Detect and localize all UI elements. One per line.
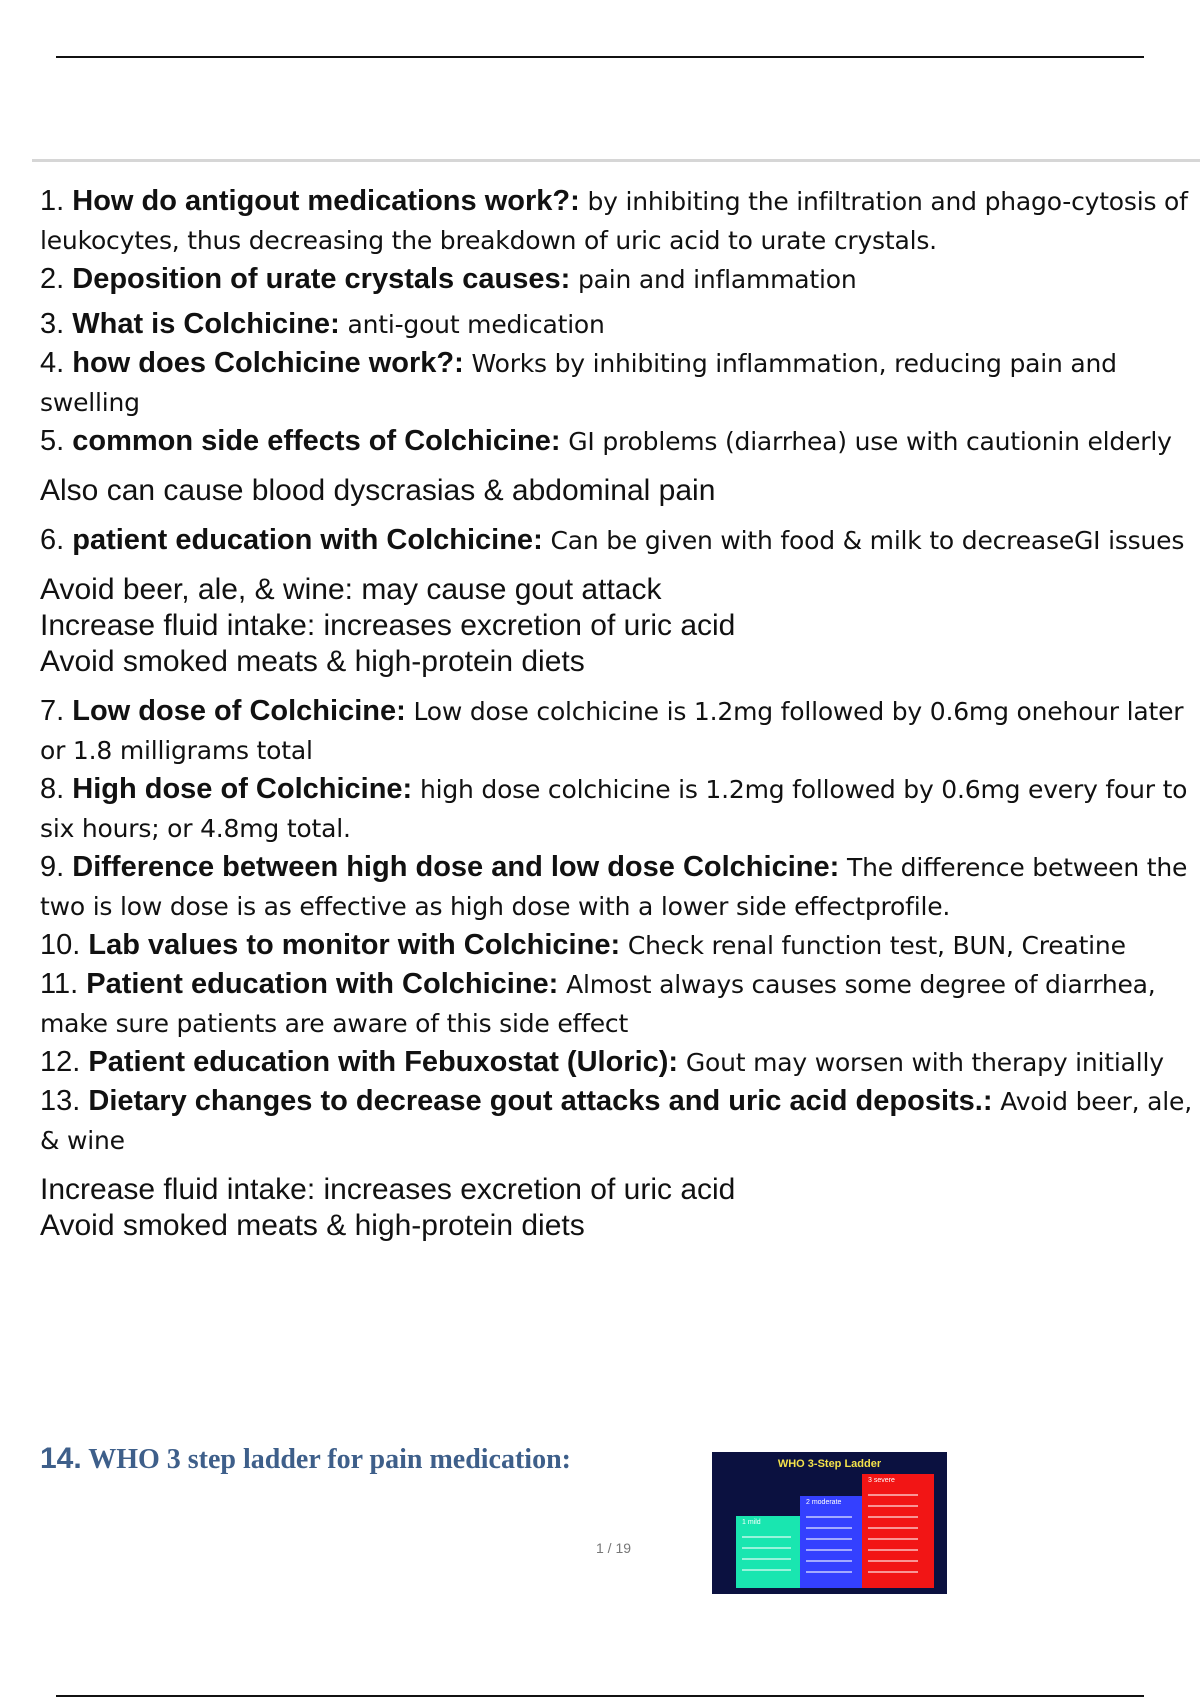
qa-item-11: 11. Patient education with Colchicine: Almost always causes some degree of diarrhea, make sure patients are aware of this side effect (40, 968, 1156, 1038)
qa-item-10: 10. Lab values to monitor with Colchicine: Check renal function test, BUN, Creatine (40, 929, 1126, 961)
question: WHO 3 step ladder for pain medication: (88, 1444, 571, 1475)
question: common side effects of Colchicine: (72, 425, 561, 457)
answer: Gout may worsen with therapy initially (678, 1048, 1164, 1077)
question: How do antigout medications work?: (72, 185, 580, 217)
qa-item-2: 2. Deposition of urate crystals causes: pain and inflammation (40, 263, 857, 295)
top-rule (56, 56, 1144, 58)
question: Dietary changes to decrease gout attacks and uric acid deposits.: (88, 1085, 993, 1117)
question: Patient education with Colchicine: (86, 968, 559, 1000)
ladder-title: WHO 3-Step Ladder (777, 1458, 882, 1470)
answer: GI problems (diarrhea) use with cautionin elderly (560, 427, 1172, 456)
question: Deposition of urate crystals causes: (72, 263, 571, 295)
answer: Avoid beer, ale, & wine (40, 1087, 1192, 1155)
question: Difference between high dose and low dose Colchicine: (72, 851, 840, 883)
page-number: 1 / 19 (596, 1540, 632, 1556)
question: High dose of Colchicine: (72, 773, 413, 805)
note-line: Avoid smoked meats & high-protein diets (40, 645, 585, 678)
answer: anti-gout medication (339, 310, 605, 339)
question: Low dose of Colchicine: (72, 695, 406, 727)
qa-item-14: 14. WHO 3 step ladder for pain medication: (40, 1442, 571, 1475)
question: What is Colchicine: (72, 308, 340, 340)
document-body (40, 182, 1200, 1244)
note-line: Also can cause blood dyscrasias & abdominal pain (40, 474, 716, 507)
qa-item-7: 7. Low dose of Colchicine: Low dose colchicine is 1.2mg followed by 0.6mg onehour later or 1.8 milligrams total (40, 695, 1184, 765)
answer: Low dose colchicine is 1.2mg followed by 0.6mg onehour later or 1.8 milligrams total (40, 697, 1184, 765)
qa-item-12: 12. Patient education with Febuxostat (Uloric): Gout may worsen with therapy initially (40, 1046, 1164, 1078)
qa-item-5: 5. common side effects of Colchicine: GI problems (diarrhea) use with cautionin elderly (40, 425, 1172, 457)
question: Patient education with Febuxostat (Uloric): (88, 1046, 679, 1078)
question: Lab values to monitor with Colchicine: (88, 929, 621, 961)
answer: The difference between the two is low dose is as effective as high dose with a lower side effectprofile. (40, 853, 1188, 921)
qa-item-4: 4. how does Colchicine work?: Works by inhibiting inflammation, reducing pain and swelling (40, 347, 1117, 417)
ladder-step-2: 2 moderate (800, 1496, 866, 1588)
note-line: Increase fluid intake: increases excretion of uric acid (40, 1173, 736, 1206)
qa-item-13: 13. Dietary changes to decrease gout attacks and uric acid deposits.: Avoid beer, ale, & wine (40, 1085, 1192, 1155)
qa-item-6: 6. patient education with Colchicine: Can be given with food & milk to decreaseGI issues (40, 524, 1185, 556)
qa-item-3: 3. What is Colchicine: anti-gout medication (40, 308, 605, 340)
ladder-step-3: 3 severe (862, 1474, 934, 1588)
answer: Can be given with food & milk to decreaseGI issues (542, 526, 1185, 555)
note-line: Avoid smoked meats & high-protein diets (40, 1209, 585, 1242)
qa-item-9: 9. Difference between high dose and low dose Colchicine: The difference between the two is low dose is as effective as high dose with a lower side effectprofile. (40, 851, 1188, 921)
qa-item-1: 1. How do antigout medications work?: by inhibiting the infiltration and phago-cytosis of leukocytes, thus decreasing the breakdown of uric acid to urate crystals. (40, 185, 1188, 255)
answer: Almost always causes some degree of diarrhea, make sure patients are aware of this side effect (40, 970, 1156, 1038)
question: patient education with Colchicine: (72, 524, 543, 556)
note-line: Avoid beer, ale, & wine: may cause gout attack (40, 573, 662, 606)
answer: pain and inflammation (570, 265, 857, 294)
question: how does Colchicine work?: (72, 347, 464, 379)
header-separator (32, 159, 1200, 162)
ladder-step-1: 1 mild (736, 1516, 806, 1588)
who-ladder-image (712, 1452, 947, 1594)
answer: by inhibiting the infiltration and phago-cytosis of leukocytes, thus decreasing the breakdown of uric acid to urate crystals. (40, 187, 1188, 255)
qa-item-8: 8. High dose of Colchicine: high dose colchicine is 1.2mg followed by 0.6mg every four to six hours; or 4.8mg total. (40, 773, 1188, 843)
bottom-rule (56, 1695, 1144, 1697)
answer: Check renal function test, BUN, Creatine (620, 931, 1126, 960)
answer: high dose colchicine is 1.2mg followed by 0.6mg every four to six hours; or 4.8mg total. (40, 775, 1188, 843)
answer: Works by inhibiting inflammation, reducing pain and swelling (40, 349, 1117, 417)
note-line: Increase fluid intake: increases excretion of uric acid (40, 609, 736, 642)
